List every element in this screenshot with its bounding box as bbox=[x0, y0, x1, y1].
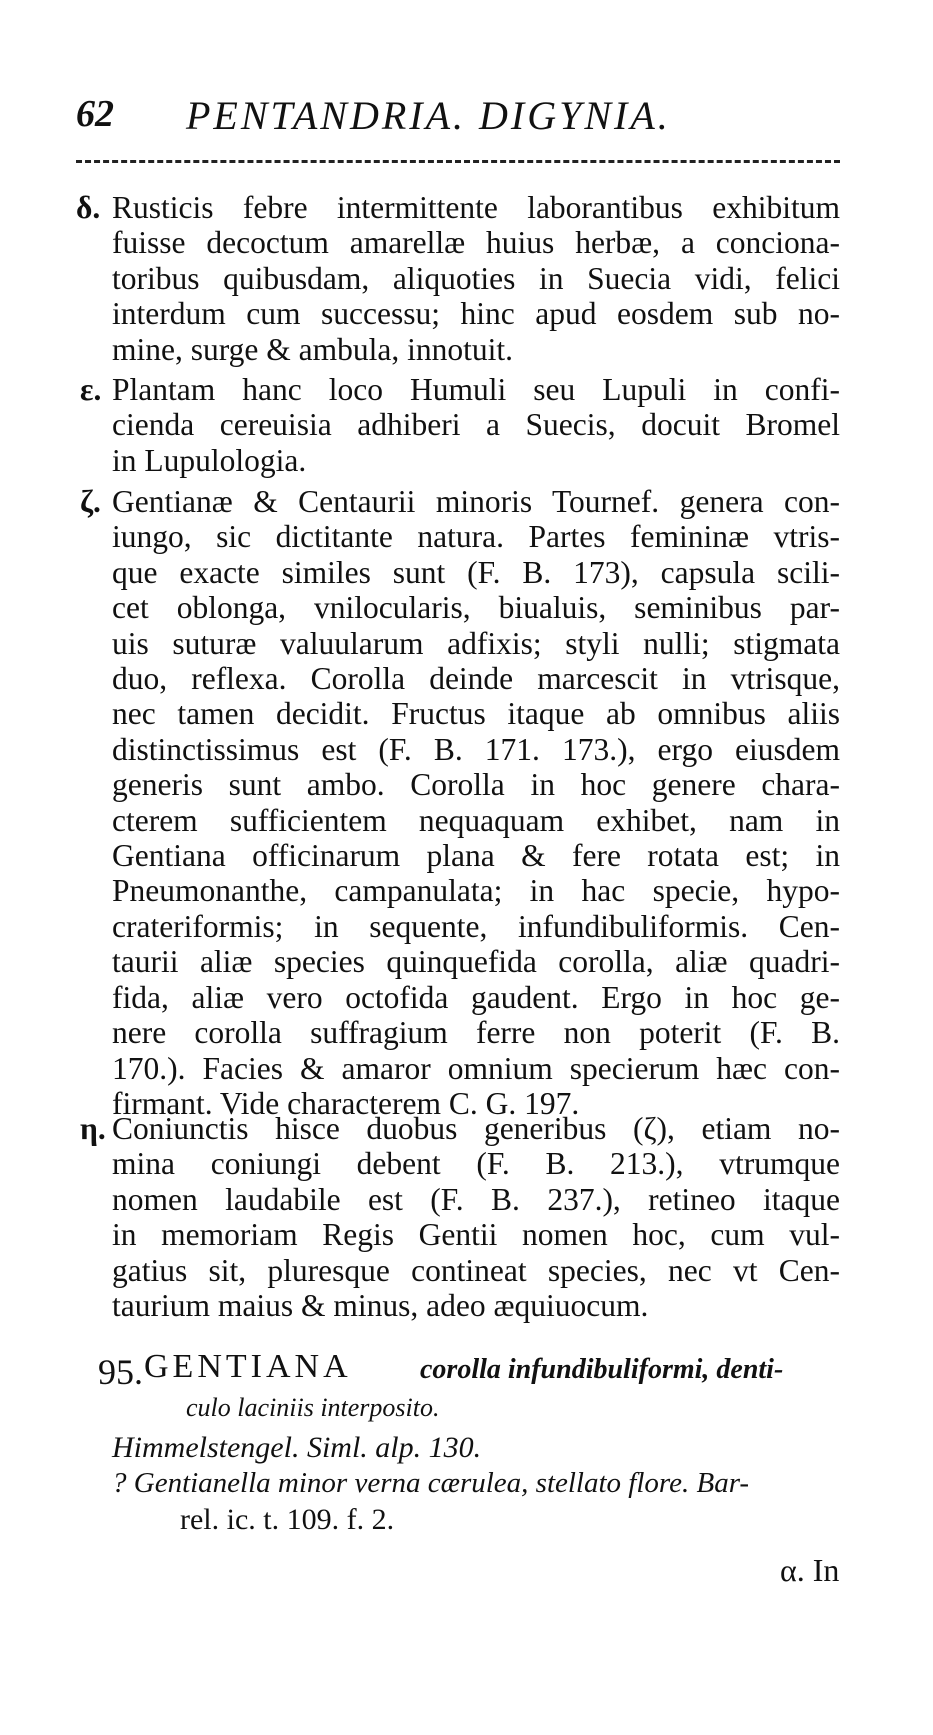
text-line: gatius sit, pluresque contineat species, nec vt Cen- bbox=[112, 1252, 840, 1288]
page-header bbox=[76, 92, 836, 142]
text-line: uis suturæ valuularum adfixis; styli nulli; stigmata bbox=[112, 625, 840, 661]
synonym-line: ? Gentianella minor verna cærulea, stellato flore. Bar- bbox=[112, 1467, 750, 1499]
text-line: taurium maius & minus, adeo æquiuocum. bbox=[112, 1288, 649, 1324]
text-line: mina coniungi debent (F. B. 213.), vtrumque bbox=[112, 1146, 840, 1182]
text-line: cterem sufficientem nequaquam exhibet, nam in bbox=[112, 802, 840, 838]
text-line: in Lupulologia. bbox=[112, 442, 307, 478]
note-marker-eta: η. bbox=[80, 1111, 106, 1146]
text-line: toribus quibusdam, aliquoties in Suecia vidi, felici bbox=[112, 260, 840, 296]
note-zeta bbox=[112, 484, 840, 1121]
entry-description: corolla infundibuliformi, denti- bbox=[420, 1354, 784, 1385]
catchword: α. In bbox=[780, 1552, 840, 1588]
note-eta bbox=[112, 1111, 840, 1323]
text-line: distinctissimus est (F. B. 171. 173.), ergo eiusdem bbox=[112, 731, 840, 767]
text-line: fuisse decoctum amarellæ huius herbæ, a conciona- bbox=[112, 225, 840, 261]
header-rule bbox=[76, 160, 840, 163]
entry-number: 95. bbox=[98, 1352, 143, 1392]
synonym-line: rel. ic. t. 109. f. 2. bbox=[180, 1503, 395, 1536]
text-line: cet oblonga, vnilocularis, biualuis, seminibus par- bbox=[112, 590, 840, 626]
text-line: Plantam hanc loco Humuli seu Lupuli in confi- bbox=[112, 372, 840, 407]
text-line: nere corolla suffragium ferre non poterit (F. B. bbox=[112, 1015, 840, 1051]
text-line: iungo, sic dictitante natura. Partes femininæ vtris- bbox=[112, 519, 840, 555]
text-line: nec tamen decidit. Fructus itaque ab omnibus aliis bbox=[112, 696, 840, 732]
note-marker-zeta: ζ. bbox=[80, 484, 101, 519]
text-line: cienda cereuisia adhiberi a Suecis, docuit Bromel bbox=[112, 407, 840, 443]
text-line: firmant. Vide characterem C. G. 197. bbox=[112, 1085, 580, 1121]
text-line: 170.). Facies & amaror omnium specierum hæc con- bbox=[112, 1050, 840, 1086]
text-line: que exacte similes sunt (F. B. 173), capsula scili- bbox=[112, 554, 840, 590]
text-line: crateriformis; in sequente, infundibuliformis. Cen- bbox=[112, 908, 840, 944]
text-line: nomen laudabile est (F. B. 237.), retineo itaque bbox=[112, 1181, 840, 1217]
note-marker-delta: δ. bbox=[76, 190, 101, 225]
synonym-line: Himmelstengel. Siml. alp. 130. bbox=[112, 1431, 482, 1464]
page-number: 62 bbox=[76, 93, 114, 135]
text-line: interdum cum successu; hinc apud eosdem sub no- bbox=[112, 296, 840, 332]
note-marker-epsilon: ε. bbox=[80, 372, 102, 407]
text-line: generis sunt ambo. Corolla in hoc genere chara- bbox=[112, 767, 840, 803]
text-line: Gentiana officinarum plana & fere rotata est; in bbox=[112, 838, 840, 874]
text-line: mine, surge & ambula, innotuit. bbox=[112, 331, 513, 367]
text-line: in memoriam Regis Gentii nomen hoc, cum vul- bbox=[112, 1217, 840, 1253]
text-line: Pneumonanthe, campanulata; in hac specie, hypo- bbox=[112, 873, 840, 909]
entry-description-continued: culo laciniis interposito. bbox=[186, 1393, 440, 1422]
text-line: duo, reflexa. Corolla deinde marcescit in vtrisque, bbox=[112, 661, 840, 697]
text-line: Gentianæ & Centaurii minoris Tournef. genera con- bbox=[112, 484, 840, 519]
text-line: fida, aliæ vero octofida gaudent. Ergo in hoc ge- bbox=[112, 979, 840, 1015]
text-line: taurii aliæ species quinquefida corolla, aliæ quadri- bbox=[112, 944, 840, 980]
text-line: Rusticis febre intermittente laborantibus exhibitum bbox=[112, 190, 840, 225]
note-epsilon bbox=[112, 372, 840, 478]
entry-genus: GENTIANA bbox=[144, 1348, 352, 1385]
running-head: PENTANDRIA. DIGYNIA. bbox=[186, 93, 671, 138]
note-delta bbox=[112, 190, 840, 367]
text-line: Coniunctis hisce duobus generibus (ζ), etiam no- bbox=[112, 1111, 840, 1146]
